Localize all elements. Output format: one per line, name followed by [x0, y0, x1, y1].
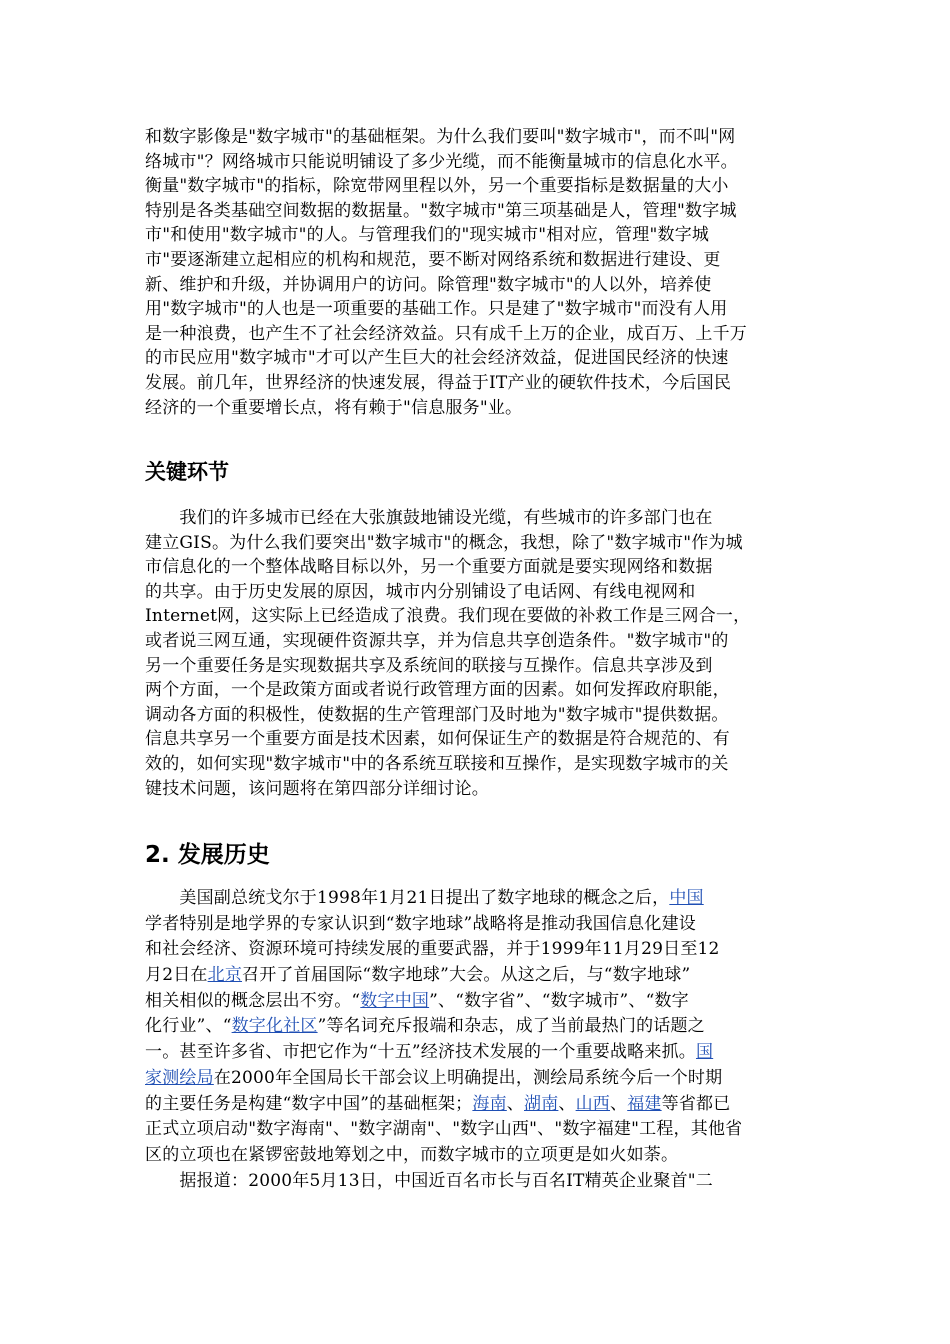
section-heading-key-links: 关键环节	[145, 460, 229, 484]
paragraph-line: 信息共享另一个重要方面是技术因素，如何保证生产的数据是符合规范的、有	[145, 729, 730, 750]
paragraph-line: 发展。前几年，世界经济的快速发展，得益于IT产业的硬软件技术，今后国民	[145, 372, 732, 393]
paragraph-line: 学者特别是地学界的专家认识到“数字地球”战略将是推动我国信息化建设	[145, 913, 696, 934]
paragraph-line	[145, 989, 810, 1015]
paragraph-line	[145, 886, 810, 912]
paragraph-line: 效的，如何实现"数字城市"中的各系统互联接和互操作，是实现数字城市的关	[145, 753, 729, 774]
text-run: 的主要任务是构建“数字中国”的基础框架；	[145, 1093, 473, 1114]
paragraph-line	[145, 1040, 810, 1066]
text-run: 召开了首届国际“数字地球”大会。从这之后，与“数字地球”	[242, 965, 691, 986]
paragraph-line: 正式立项启动"数字海南"、"数字湖南"、"数字山西"、"数字福建"工程，其他省	[145, 1119, 743, 1140]
paragraph-line: 另一个重要任务是实现数据共享及系统间的联接与互操作。信息共享涉及到	[145, 655, 713, 676]
paragraph-line	[145, 1066, 810, 1092]
text-run: 在2000年全国局长干部会议上明确提出，测绘局系统今后一个时期	[213, 1067, 723, 1088]
paragraph-line: 和社会经济、资源环境可持续发展的重要武器，并于1999年11月29日至12	[145, 939, 720, 960]
paragraph-3	[145, 886, 810, 1194]
link-national-surveying-bureau[interactable]: 家测绘局	[145, 1067, 214, 1088]
link-hainan[interactable]: 海南	[472, 1093, 507, 1114]
paragraph-line: 用"数字城市"的人也是一项重要的基础工作。只是建了"数字城市"而没有人用	[145, 299, 728, 320]
paragraph-line: 的市民应用"数字城市"才可以产生巨大的社会经济效益，促进国民经济的快速	[145, 348, 729, 369]
paragraph-line: 区的立项也在紧锣密鼓地筹划之中，而数字城市的立项更是如火如荼。	[145, 1144, 679, 1165]
paragraph-line: 调动各方面的积极性，使数据的生产管理部门及时地为"数字城市"提供数据。	[145, 704, 729, 725]
paragraph-line: 我们的许多城市已经在大张旗鼓地铺设光缆，有些城市的许多部门也在	[145, 508, 713, 528]
link-beijing[interactable]: 北京	[207, 965, 243, 986]
paragraph-line: 两个方面，一个是政策方面或者说行政管理方面的因素。如何发挥政府职能，	[145, 680, 730, 701]
paragraph-line: 衡量"数字城市"的指标，除宽带网里程以外，另一个重要指标是数据量的大小	[145, 176, 729, 197]
link-digital-china[interactable]: 数字中国	[360, 990, 430, 1011]
paragraph-line: 市信息化的一个整体战略目标以外，另一个重要方面就是要实现网络和数据	[145, 557, 713, 578]
paragraph-2	[145, 506, 810, 801]
paragraph-line: 键技术问题，该问题将在第四部分详细讨论。	[145, 778, 489, 799]
paragraph-line: 或者说三网互通，实现硬件资源共享，并为信息共享创造条件。"数字城市"的	[145, 630, 729, 651]
section-heading-development-history: 2. 发展历史	[145, 842, 270, 868]
paragraph-line: 市"和使用"数字城市"的人。与管理我们的"现实城市"相对应，管理"数字城	[145, 225, 710, 246]
link-hunan[interactable]: 湖南	[524, 1093, 559, 1114]
text-run: 等省都已	[661, 1093, 731, 1114]
text-run: ”等名词充斥报端和杂志，成了当前最热门的话题之	[317, 1016, 705, 1037]
paragraph-line: 的共享。由于历史发展的原因，城市内分别铺设了电话网、有线电视网和	[145, 581, 696, 602]
paragraph-line	[145, 1014, 810, 1040]
text-run: 化行业”、“	[145, 1016, 232, 1037]
text-run: 、	[506, 1093, 524, 1114]
link-fujian[interactable]: 福建	[627, 1093, 662, 1114]
paragraph-line	[145, 1092, 810, 1118]
text-run: 一。甚至许多省、市把它作为“十五”经济技术发展的一个重要战略来抓。	[145, 1042, 696, 1063]
paragraph-line: 新、维护和升级，并协调用户的访问。除管理"数字城市"的人以外，培养使	[145, 274, 712, 295]
paragraph-line: 据报道：2000年5月13日，中国近百名市长与百名IT精英企业聚首"二	[145, 1170, 713, 1191]
text-run: 、	[558, 1093, 576, 1114]
paragraph-line: 市"要逐渐建立起相应的机构和规范，要不断对网络系统和数据进行建设、更	[145, 249, 721, 270]
link-china[interactable]: 中国	[669, 888, 704, 908]
paragraph-line: 络城市"？网络城市只能说明铺设了多少光缆，而不能衡量城市的信息化水平。	[145, 151, 738, 172]
paragraph-line: 特别是各类基础空间数据的数据量。"数字城市"第三项基础是人，管理"数字城	[145, 200, 737, 221]
link-digital-community[interactable]: 数字化社区	[231, 1016, 318, 1037]
link-national-surveying-bureau[interactable]: 国	[695, 1042, 714, 1063]
paragraph-line: 是一种浪费，也产生不了社会经济效益。只有成千上万的企业，成百万、上千万	[145, 323, 747, 344]
paragraph-line	[145, 963, 810, 989]
text-run: ”、“数字省”、“数字城市”、“数字	[429, 990, 689, 1011]
paragraph-line: 经济的一个重要增长点，将有赖于"信息服务"业。	[145, 397, 523, 418]
text-run: 月2日在	[145, 965, 208, 986]
link-shanxi[interactable]: 山西	[575, 1093, 611, 1114]
paragraph-line: 和数字影像是"数字城市"的基础框架。为什么我们要叫"数字城市"，而不叫"网	[145, 127, 736, 147]
paragraph-line: Internet网，这实际上已经造成了浪费。我们现在要做的补救工作是三网合一，	[145, 606, 751, 627]
text-run: 美国副总统戈尔于1998年1月21日提出了数字地球的概念之后，	[145, 888, 670, 908]
paragraph-line: 建立GIS。为什么我们要突出"数字城市"的概念，我想，除了"数字城市"作为城	[145, 532, 743, 553]
paragraph-1	[145, 125, 810, 420]
text-run: 、	[610, 1093, 628, 1114]
text-run: 相关相似的概念层出不穷。“	[145, 990, 361, 1011]
